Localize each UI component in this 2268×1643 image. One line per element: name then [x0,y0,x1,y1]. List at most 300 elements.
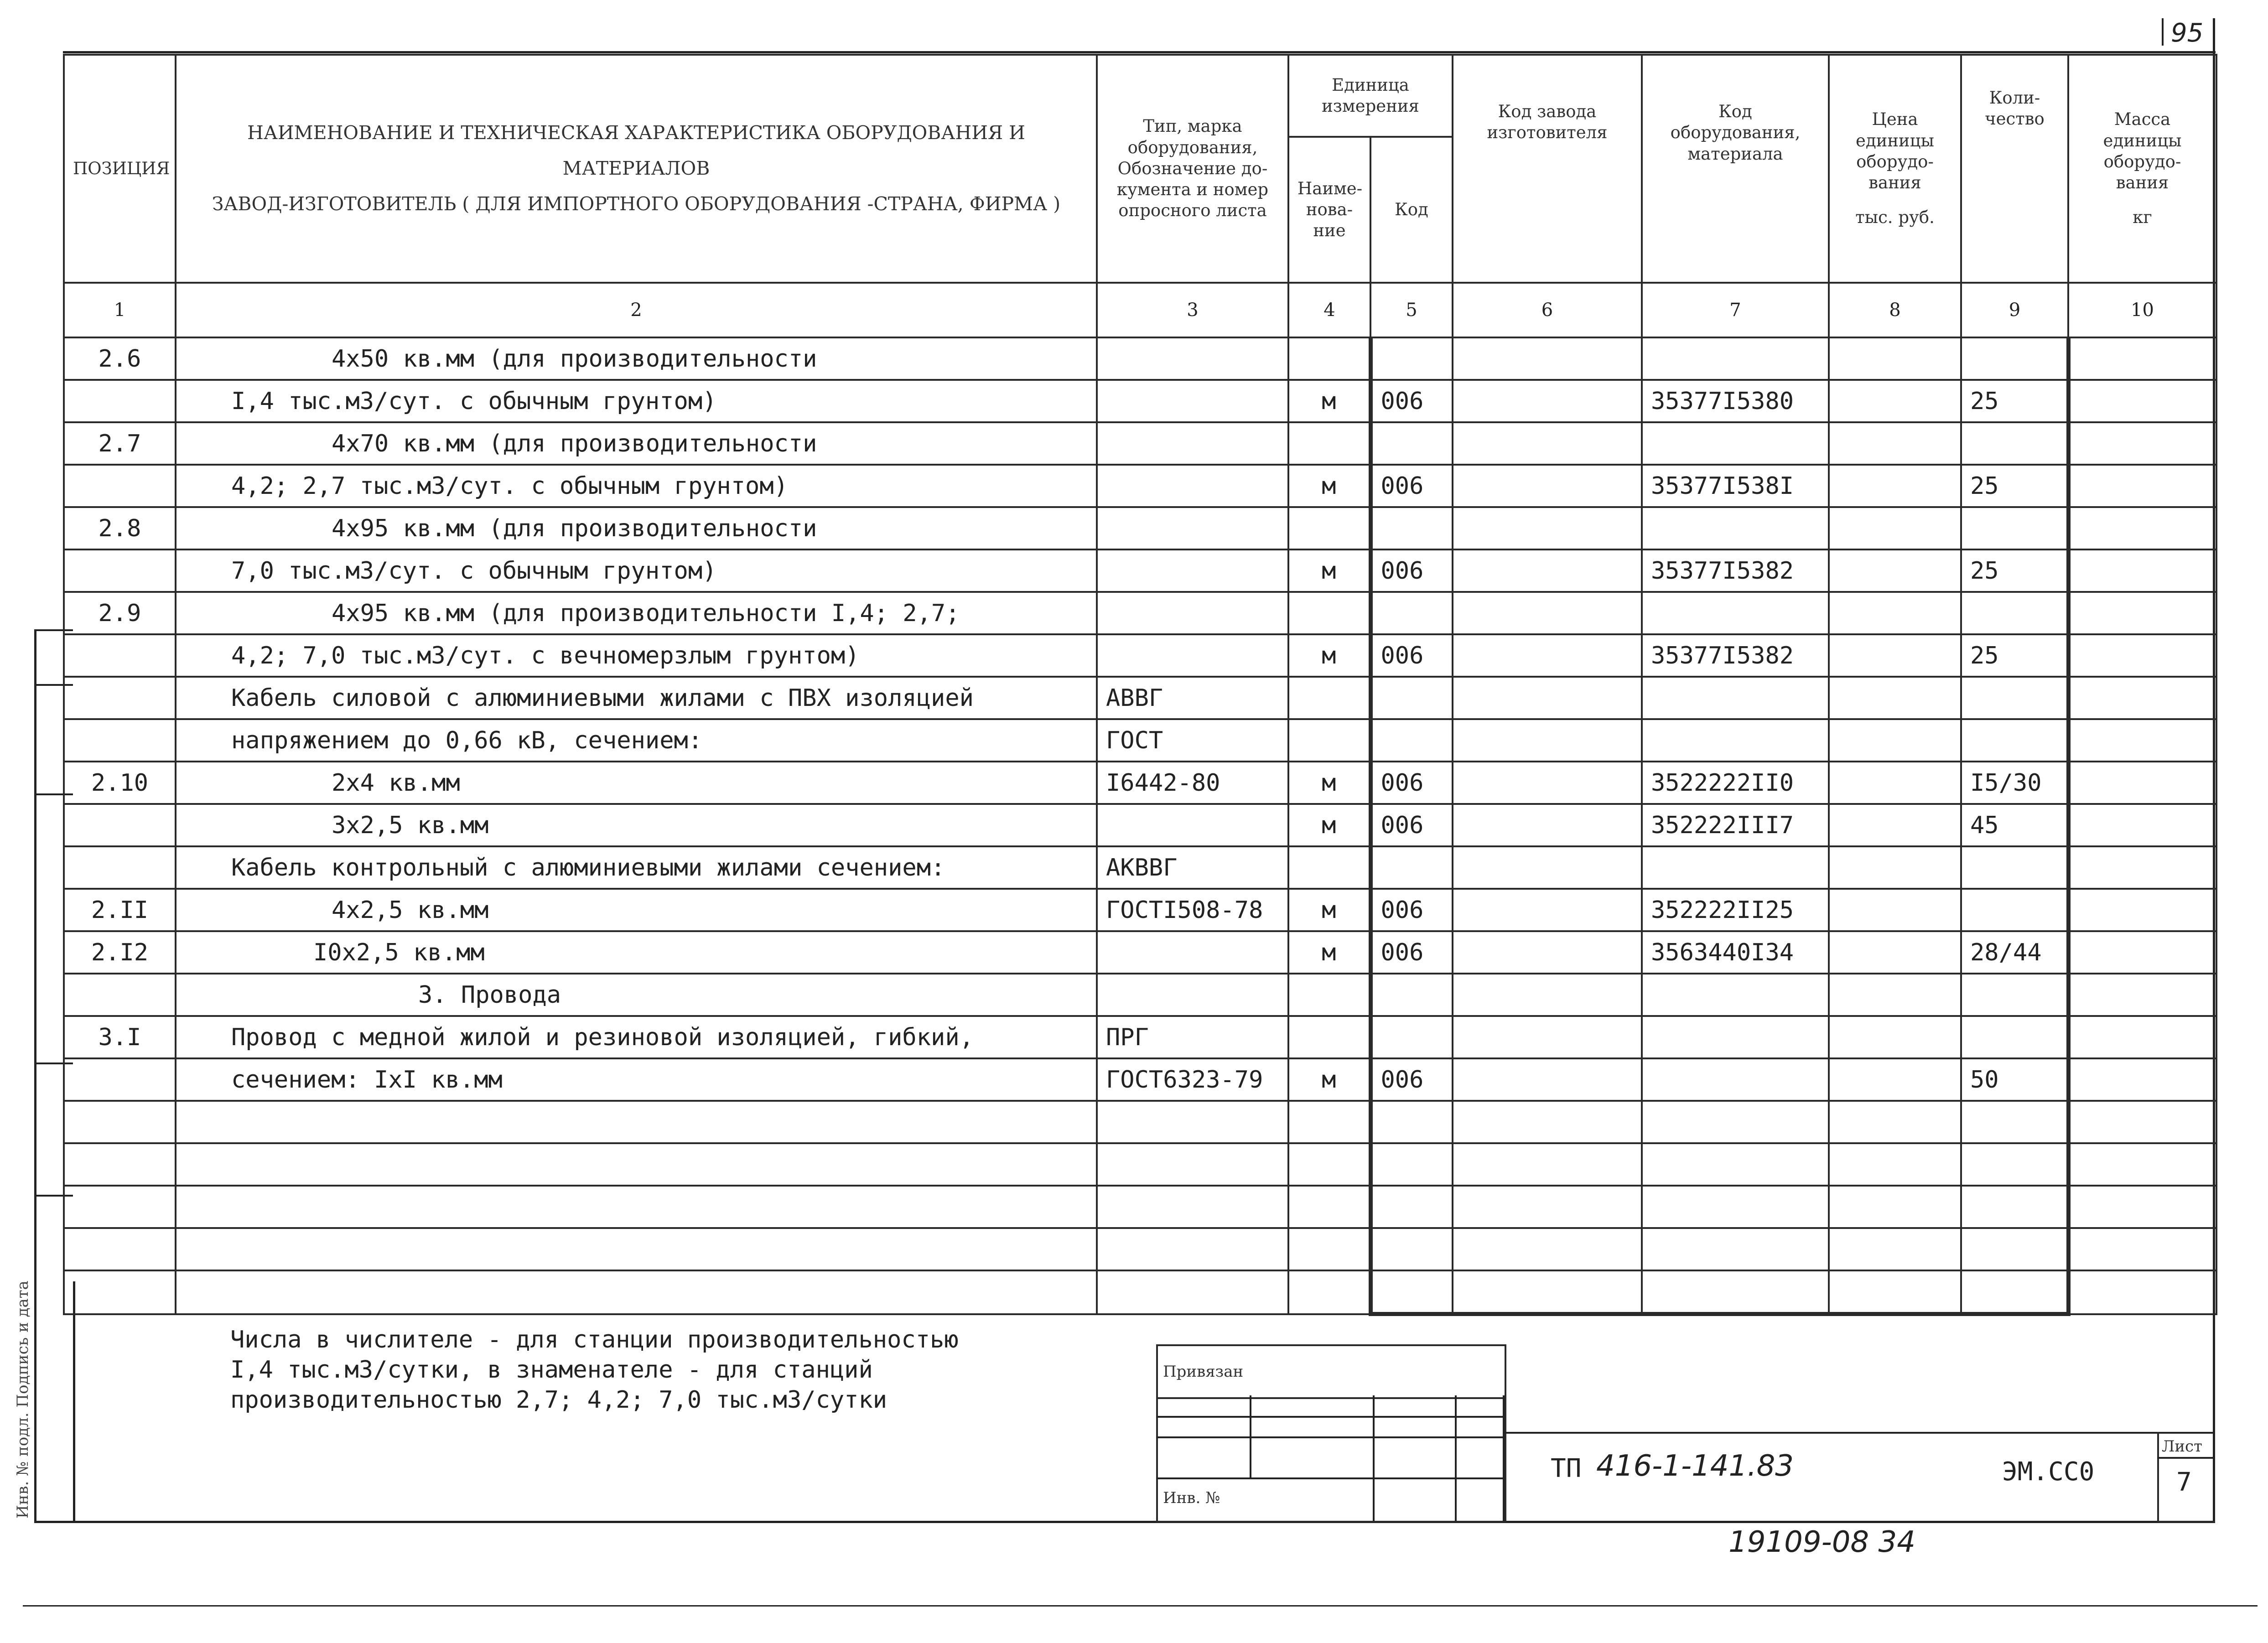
note-line: I,4 тыс.м3/сутки, в знаменателе - для станций [230,1356,873,1384]
cell-type: ГОСТ [1097,719,1288,762]
cell-unit [1288,974,1370,1016]
cell-mass [2068,677,2216,719]
cell-type: ПРГ [1097,1016,1288,1058]
cell-mass [2068,1058,2216,1101]
cell-factory-code [1453,719,1642,762]
cell-quantity [1961,677,2068,719]
table-row [64,804,2216,846]
cell-type [1097,549,1288,592]
cell-mass [2068,337,2216,380]
header-position: ПОЗИЦИЯ [64,55,176,283]
column-number: 5 [1370,283,1453,337]
header-unit-name: Наиме-нова-ние [1288,137,1370,283]
cell-name [176,1186,1097,1228]
stamp-grid-line [1156,1436,1503,1438]
cell-position [64,1228,176,1270]
frame-bottom-line [34,1521,2215,1523]
cell-type [1097,634,1288,677]
table-row [64,422,2216,465]
cell-position [64,1101,176,1143]
cell-mass [2068,592,2216,634]
table-row [64,1143,2216,1186]
cell-factory-code [1453,507,1642,549]
cell-quantity: 25 [1961,634,2068,677]
column-number: 9 [1961,283,2068,337]
title-block-left [1503,1395,1505,1521]
cell-unit [1288,507,1370,549]
cell-price [1829,1143,1961,1186]
cell-quantity: I5/30 [1961,762,2068,804]
cell-quantity [1961,1270,2068,1314]
column-number: 7 [1642,283,1829,337]
cell-type: АКВВГ [1097,846,1288,889]
cell-position [64,1186,176,1228]
note-line: производительностью 2,7; 4,2; 7,0 тыс.м3/сутки [230,1386,887,1414]
header-material-code: Код оборудования, материала [1642,55,1829,283]
cell-type [1097,380,1288,422]
inv-no-label: Инв. № [1163,1489,1220,1507]
specification-table [63,54,2217,1316]
cell-unit: м [1288,634,1370,677]
column-number: 4 [1288,283,1370,337]
cell-name [176,1101,1097,1143]
table-row [64,465,2216,507]
cell-price [1829,804,1961,846]
page-bottom-line [23,1605,2258,1607]
header-name-line1: НАИМЕНОВАНИЕ И ТЕХНИЧЕСКАЯ ХАРАКТЕРИСТИКА ОБОРУДОВАНИЯ И МАТЕРИАЛОВ [247,122,1025,180]
cell-price [1829,1016,1961,1058]
cell-material-code [1642,337,1829,380]
cell-price [1829,465,1961,507]
cell-mass [2068,380,2216,422]
cell-unit-code [1370,677,1453,719]
cell-factory-code [1453,889,1642,931]
cell-position: 2.8 [64,507,176,549]
cell-factory-code [1453,634,1642,677]
cell-factory-code [1453,804,1642,846]
cell-mass [2068,931,2216,974]
note-line: Числа в числителе - для станции производительностью [230,1326,959,1353]
cell-mass [2068,1016,2216,1058]
cell-name: 2х4 кв.мм [176,762,1097,804]
cell-type [1097,592,1288,634]
cell-unit-code: 006 [1370,889,1453,931]
cell-factory-code [1453,1186,1642,1228]
cell-mass [2068,719,2216,762]
stamp-grid-line [1156,1477,1503,1479]
privyazan-label: Привязан [1163,1363,1244,1381]
cell-unit: м [1288,889,1370,931]
cell-unit: м [1288,380,1370,422]
cell-name: напряжением до 0,66 кВ, сечением: [176,719,1097,762]
cell-factory-code [1453,974,1642,1016]
cell-name: 4х95 кв.мм (для производительности [176,507,1097,549]
cell-material-code [1642,677,1829,719]
header-mass-unit: кг [2133,207,2152,228]
cell-name: 4х95 кв.мм (для производительности I,4; 2,7; [176,592,1097,634]
cell-unit-code [1370,1016,1453,1058]
cell-factory-code [1453,465,1642,507]
cell-position [64,1270,176,1314]
cell-mass [2068,974,2216,1016]
cell-unit [1288,1186,1370,1228]
cell-unit-code [1370,507,1453,549]
cell-price [1829,762,1961,804]
cell-unit-code: 006 [1370,380,1453,422]
cell-position [64,465,176,507]
cell-factory-code [1453,1101,1642,1143]
table-row [64,677,2216,719]
cell-name [176,1143,1097,1186]
header-mass-label: Масса единицы оборудо-вания [2103,109,2182,193]
cell-quantity [1961,507,2068,549]
cell-unit [1288,1270,1370,1314]
cell-unit-code [1370,1143,1453,1186]
cell-type [1097,337,1288,380]
cell-price [1829,549,1961,592]
cell-mass [2068,422,2216,465]
table-row [64,846,2216,889]
cell-unit: м [1288,1058,1370,1101]
column-number: 3 [1097,283,1288,337]
cell-material-code: 35377I5382 [1642,549,1829,592]
cell-quantity [1961,1228,2068,1270]
cell-position: 2.9 [64,592,176,634]
cell-type [1097,1186,1288,1228]
cell-name [176,1270,1097,1314]
cell-price [1829,1101,1961,1143]
header-price-label: Цена единицы оборудо-вания [1856,109,1934,193]
doc-code: ЭМ.СС0 [2002,1457,2095,1487]
cell-mass [2068,762,2216,804]
cell-price [1829,1228,1961,1270]
cell-price [1829,677,1961,719]
cell-unit: м [1288,465,1370,507]
cell-material-code: 35377I538I [1642,465,1829,507]
cell-name: 4,2; 7,0 тыс.м3/сут. с вечномерзлым грунтом) [176,634,1097,677]
cell-position: 2.II [64,889,176,931]
cell-type [1097,1228,1288,1270]
cell-position: 2.7 [64,422,176,465]
cell-unit-code [1370,1228,1453,1270]
cell-position: 2.6 [64,337,176,380]
cell-position [64,549,176,592]
cell-factory-code [1453,592,1642,634]
header-quantity: Коли-чество [1961,55,2068,283]
cell-material-code: 3522222II0 [1642,762,1829,804]
cell-quantity: 45 [1961,804,2068,846]
cell-material-code [1642,974,1829,1016]
column-number: 10 [2068,283,2216,337]
header-unit-code: Код [1370,137,1453,283]
cell-material-code [1642,1186,1829,1228]
cell-name: 4х50 кв.мм (для производительности [176,337,1097,380]
header-factory-code: Код завода изготовителя [1453,55,1642,283]
cell-material-code [1642,846,1829,889]
cell-name: 3х2,5 кв.мм [176,804,1097,846]
stamp-grid-vline [1373,1395,1375,1521]
cell-material-code [1642,1228,1829,1270]
cell-unit [1288,677,1370,719]
cell-name: Кабель силовой с алюминиевыми жилами с ПВХ изоляцией [176,677,1097,719]
cell-type [1097,974,1288,1016]
cell-price [1829,592,1961,634]
table-row [64,974,2216,1016]
cell-price [1829,889,1961,931]
cell-quantity: 25 [1961,465,2068,507]
cell-price [1829,337,1961,380]
cell-unit: м [1288,804,1370,846]
cell-material-code [1642,592,1829,634]
cell-unit [1288,719,1370,762]
cell-type [1097,1101,1288,1143]
cell-type: ГОСТI508-78 [1097,889,1288,931]
cell-material-code [1642,422,1829,465]
cell-mass [2068,804,2216,846]
cell-price [1829,422,1961,465]
table-row [64,1270,2216,1314]
header-mass [2068,55,2216,283]
column-number: 2 [176,283,1097,337]
cell-position [64,1143,176,1186]
cell-factory-code [1453,677,1642,719]
column-number-row [64,283,2216,337]
side-label: Инв. № подл. Подпись и дата [14,1280,32,1519]
header-price [1829,55,1961,283]
table-body [64,337,2216,1314]
cell-unit [1288,1016,1370,1058]
header-name-line2: ЗАВОД-ИЗГОТОВИТЕЛЬ ( ДЛЯ ИМПОРТНОГО ОБОРУДОВАНИЯ -СТРАНА, ФИРМА ) [212,192,1061,215]
cell-factory-code [1453,1058,1642,1101]
cell-mass [2068,1270,2216,1314]
cell-material-code [1642,1058,1829,1101]
cell-name: 4х2,5 кв.мм [176,889,1097,931]
sheet-box-divider [2157,1457,2214,1459]
cell-unit [1288,846,1370,889]
table-row [64,549,2216,592]
cell-name: Кабель контрольный с алюминиевыми жилами сечением: [176,846,1097,889]
cell-position [64,974,176,1016]
cell-factory-code [1453,549,1642,592]
cell-type [1097,804,1288,846]
cell-material-code: 352222III7 [1642,804,1829,846]
table-row [64,1186,2216,1228]
cell-name: I0х2,5 кв.мм [176,931,1097,974]
cell-type [1097,422,1288,465]
page-number-tick [2162,18,2164,46]
doc-number: 416-1-141.83 [1596,1449,1794,1483]
table-row [64,1101,2216,1143]
cell-type: ГОСТ6323-79 [1097,1058,1288,1101]
cell-position [64,380,176,422]
frame-top-line [63,51,2216,53]
cell-price [1829,719,1961,762]
cell-price [1829,507,1961,549]
cell-name [176,1228,1097,1270]
table-header-row [64,55,2216,137]
table-row [64,719,2216,762]
stamp-grid-line [1156,1416,1503,1418]
cell-mass [2068,1186,2216,1228]
table-row [64,337,2216,380]
cell-factory-code [1453,1143,1642,1186]
cell-unit-code: 006 [1370,931,1453,974]
cell-position [64,677,176,719]
header-price-unit: тыс. руб. [1855,207,1935,228]
cell-quantity [1961,846,2068,889]
table-row [64,380,2216,422]
cell-quantity [1961,1143,2068,1186]
table-row [64,1016,2216,1058]
cell-unit-code [1370,1101,1453,1143]
cell-mass [2068,465,2216,507]
cell-material-code: 35377I5382 [1642,634,1829,677]
cell-material-code: 352222II25 [1642,889,1829,931]
cell-position: 2.I2 [64,931,176,974]
column-number: 1 [64,283,176,337]
cell-unit-code: 006 [1370,549,1453,592]
cell-factory-code [1453,1016,1642,1058]
cell-quantity [1961,592,2068,634]
table-row [64,507,2216,549]
cell-type [1097,465,1288,507]
cell-material-code [1642,1016,1829,1058]
cell-unit-code: 006 [1370,804,1453,846]
notes [230,1325,959,1415]
cell-unit-code [1370,1270,1453,1314]
cell-position [64,634,176,677]
title-block-top [1503,1432,2214,1434]
binding-strip-line [34,629,36,1523]
cell-type [1097,1270,1288,1314]
cell-price [1829,1058,1961,1101]
cell-quantity [1961,974,2068,1016]
cell-quantity [1961,1186,2068,1228]
cell-name: 7,0 тыс.м3/сут. с обычным грунтом) [176,549,1097,592]
table-row [64,931,2216,974]
cell-mass [2068,889,2216,931]
cell-price [1829,380,1961,422]
cell-material-code: 3563440I34 [1642,931,1829,974]
sheet-label: Лист [2162,1437,2202,1456]
cell-unit-code [1370,592,1453,634]
cell-name: 4,2; 2,7 тыс.м3/сут. с обычным грунтом) [176,465,1097,507]
cell-quantity [1961,1101,2068,1143]
page-number: 95 [2171,18,2204,48]
stamp-grid-vline [1455,1395,1457,1521]
table-row [64,1058,2216,1101]
cell-mass [2068,1228,2216,1270]
cell-mass [2068,549,2216,592]
archive-number: 19109-08 34 [1728,1525,1915,1559]
cell-factory-code [1453,422,1642,465]
doc-prefix: ТП [1551,1454,1582,1483]
cell-material-code: 35377I5380 [1642,380,1829,422]
cell-material-code [1642,1101,1829,1143]
cell-type: I6442-80 [1097,762,1288,804]
cell-name: Провод с медной жилой и резиновой изоляцией, гибкий, [176,1016,1097,1058]
sheet-number: 7 [2176,1467,2192,1497]
cell-position [64,1058,176,1101]
cell-quantity [1961,337,2068,380]
cell-material-code [1642,507,1829,549]
cell-unit-code [1370,719,1453,762]
cell-position [64,719,176,762]
cell-position: 2.10 [64,762,176,804]
cell-factory-code [1453,1228,1642,1270]
cell-unit-code: 006 [1370,762,1453,804]
cell-unit: м [1288,549,1370,592]
cell-unit [1288,337,1370,380]
cell-type [1097,507,1288,549]
cell-name: 4х70 кв.мм (для производительности [176,422,1097,465]
cell-factory-code [1453,846,1642,889]
cell-quantity: 25 [1961,380,2068,422]
cell-unit-code [1370,337,1453,380]
cell-unit [1288,592,1370,634]
cell-mass [2068,846,2216,889]
column-number: 8 [1829,283,1961,337]
table-row [64,634,2216,677]
cell-type: АВВГ [1097,677,1288,719]
cell-price [1829,931,1961,974]
cell-unit [1288,422,1370,465]
cell-quantity [1961,1016,2068,1058]
cell-position: 3.I [64,1016,176,1058]
frame-left-line [73,1281,75,1523]
stamp-grid-vline [1250,1395,1251,1477]
cell-quantity: 50 [1961,1058,2068,1101]
column-number: 6 [1453,283,1642,337]
cell-quantity: 28/44 [1961,931,2068,974]
cell-name: 3. Провода [176,974,1097,1016]
cell-unit-code [1370,846,1453,889]
header-name [176,55,1097,283]
table-row [64,592,2216,634]
cell-position [64,846,176,889]
cell-price [1829,1186,1961,1228]
cell-mass [2068,634,2216,677]
cell-unit-code: 006 [1370,465,1453,507]
cell-mass [2068,1143,2216,1186]
cell-mass [2068,1101,2216,1143]
cell-unit [1288,1143,1370,1186]
cell-unit-code [1370,422,1453,465]
cell-factory-code [1453,380,1642,422]
cell-position [64,804,176,846]
header-unit-group: Единица измерения [1288,55,1453,137]
cell-unit-code: 006 [1370,634,1453,677]
table-row [64,762,2216,804]
cell-quantity: 25 [1961,549,2068,592]
cell-unit [1288,1101,1370,1143]
cell-unit: м [1288,762,1370,804]
cell-unit: м [1288,931,1370,974]
cell-quantity [1961,422,2068,465]
cell-factory-code [1453,337,1642,380]
cell-quantity [1961,889,2068,931]
cell-price [1829,634,1961,677]
cell-material-code [1642,1143,1829,1186]
cell-unit-code: 006 [1370,1058,1453,1101]
cell-unit-code [1370,974,1453,1016]
cell-price [1829,846,1961,889]
cell-mass [2068,507,2216,549]
cell-unit-code [1370,1186,1453,1228]
cell-name: сечением: IхI кв.мм [176,1058,1097,1101]
cell-factory-code [1453,762,1642,804]
cell-name: I,4 тыс.м3/сут. с обычным грунтом) [176,380,1097,422]
